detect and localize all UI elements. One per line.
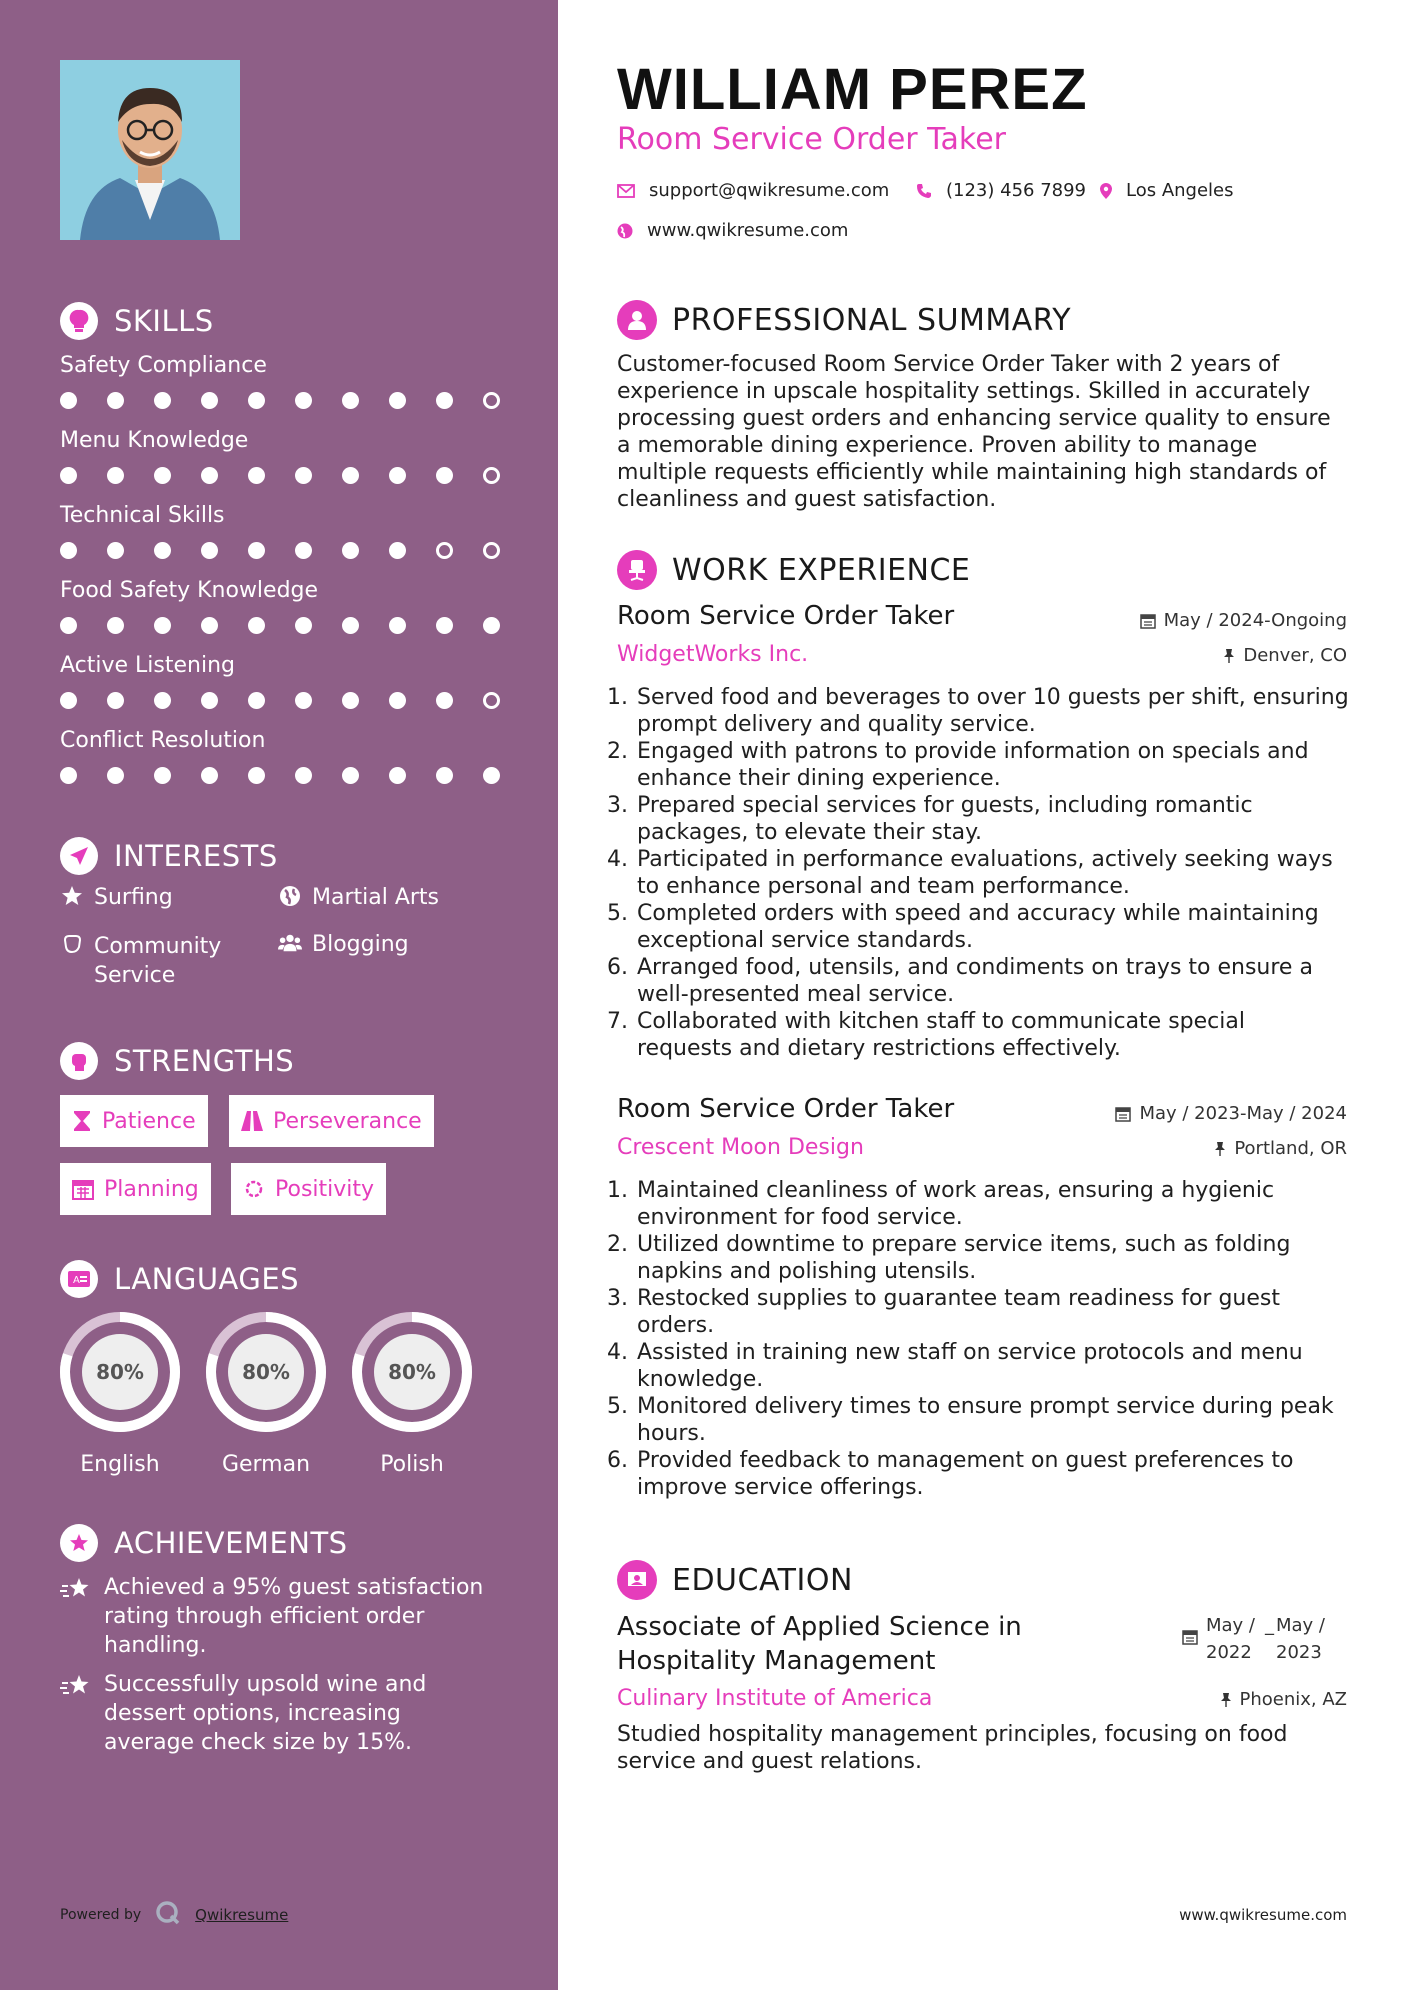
- interest-blogging: [278, 932, 409, 957]
- rating-dot-filled: [342, 542, 359, 559]
- job-bullet-line: 2. Engaged with patrons to provide information on specials and: [637, 739, 1309, 764]
- education-description: [617, 1721, 1357, 1775]
- rating-dot-filled: [342, 767, 359, 784]
- job-bullet-line: improve service offerings.: [637, 1475, 924, 1500]
- edu-start-line: 2022: [1206, 1642, 1252, 1663]
- sidebar: [0, 0, 558, 1990]
- rating-dot-empty: [483, 392, 500, 409]
- rating-dot-filled: [201, 392, 218, 409]
- award-star-icon: [60, 1670, 94, 1757]
- rating-dot-filled: [248, 542, 265, 559]
- rating-dot-filled: [248, 692, 265, 709]
- language-percent: 80%: [242, 1360, 290, 1384]
- achievement-item: [60, 1670, 500, 1757]
- language-item: [350, 1310, 474, 1477]
- job-bullet-line: well-presented meal service.: [637, 982, 955, 1007]
- award-star-icon: [60, 1573, 94, 1660]
- rating-dot-filled: [107, 767, 124, 784]
- road-icon: [241, 1111, 263, 1131]
- rating-dot-filled: [295, 692, 312, 709]
- rating-dot-filled: [154, 617, 171, 634]
- rating-dot-filled: [248, 467, 265, 484]
- job-bullet: [635, 900, 1357, 954]
- achievement-item: [60, 1573, 500, 1660]
- job-bullet: [635, 1393, 1357, 1447]
- edu-end-line: 2023: [1276, 1642, 1322, 1663]
- rating-dot-filled: [201, 617, 218, 634]
- rating-dot-filled: [60, 542, 77, 559]
- rating-dot-filled: [60, 692, 77, 709]
- job-bullet-line: 1. Maintained cleanliness of work areas, ensuring a hygienic: [637, 1178, 1275, 1203]
- sun-icon: [243, 1178, 265, 1200]
- summary-line: experience in upscale hospitality settings. Skilled in accurately: [617, 379, 1311, 404]
- location-text: Los Angeles: [1126, 180, 1234, 201]
- rating-dot-empty: [483, 692, 500, 709]
- rating-dot-filled: [389, 617, 406, 634]
- language-progress-ring: [350, 1310, 474, 1434]
- powered-by: [60, 1900, 288, 1930]
- candidate-name: WILLIAM PEREZ: [617, 57, 1088, 122]
- candidate-title: Room Service Order Taker: [617, 122, 1007, 157]
- interest-martial-arts: [278, 885, 439, 910]
- star-icon: [60, 885, 84, 907]
- languages-title: LANGUAGES: [114, 1262, 300, 1296]
- rating-dot-filled: [201, 767, 218, 784]
- job-bullet-line: 4. Assisted in training new staff on service protocols and menu: [637, 1340, 1303, 1365]
- language-item: [58, 1310, 182, 1477]
- skill-rating: [60, 767, 530, 784]
- paper-plane-icon: [60, 837, 98, 875]
- edu-start: [1206, 1612, 1255, 1666]
- rating-dot-filled: [107, 542, 124, 559]
- interest-label: Surfing: [94, 885, 173, 910]
- calendar-icon: [1182, 1612, 1198, 1666]
- education-dates: [1182, 1612, 1325, 1666]
- job-role: Room Service Order Taker: [617, 601, 955, 631]
- job-bullets: [612, 684, 1357, 1062]
- phone-text: (123) 456 7899: [946, 180, 1087, 201]
- summary-line: cleanliness and guest satisfaction.: [617, 487, 997, 512]
- language-progress-ring: [58, 1310, 182, 1434]
- office-chair-icon: [617, 550, 657, 590]
- rating-dot-filled: [483, 617, 500, 634]
- job-bullet-line: 5. Monitored delivery times to ensure prompt service during peak: [637, 1394, 1334, 1419]
- rating-dot-filled: [201, 467, 218, 484]
- rating-dot-filled: [248, 767, 265, 784]
- calendar-icon: [72, 1178, 94, 1200]
- languages-heading: [60, 1260, 299, 1298]
- hourglass-icon: [72, 1110, 92, 1132]
- rating-dot-filled: [60, 392, 77, 409]
- rating-dot-empty: [483, 467, 500, 484]
- hand-icon: [60, 932, 84, 954]
- rating-dot-filled: [389, 767, 406, 784]
- skill-name: Safety Compliance: [60, 353, 267, 378]
- rating-dot-empty: [436, 542, 453, 559]
- skill-rating: [60, 692, 530, 709]
- rating-dot-filled: [389, 467, 406, 484]
- rating-dot-filled: [295, 617, 312, 634]
- edu-desc-line: service and guest relations.: [617, 1749, 922, 1774]
- rating-dot-filled: [248, 617, 265, 634]
- skill-rating: [60, 617, 530, 634]
- rating-dot-filled: [389, 542, 406, 559]
- user-icon: [617, 300, 657, 340]
- edu-start-line: May /: [1206, 1615, 1255, 1636]
- edu-desc-line: Studied hospitality management principles, focusing on food: [617, 1722, 1288, 1747]
- rating-dot-filled: [295, 767, 312, 784]
- education-title: EDUCATION: [672, 1562, 853, 1598]
- rating-dot-filled: [483, 767, 500, 784]
- job-bullet-line: requests and dietary restrictions effectively.: [637, 1036, 1121, 1061]
- interests-title: INTERESTS: [114, 839, 278, 873]
- profile-photo: [60, 60, 240, 240]
- globe-icon: [278, 885, 302, 907]
- interest-community-service: [60, 932, 221, 990]
- strength-label: Planning: [104, 1176, 199, 1202]
- job-company: Crescent Moon Design: [617, 1135, 864, 1160]
- pushpin-icon: [1223, 648, 1235, 664]
- job-bullet-line: 6. Arranged food, utensils, and condiments on trays to ensure a: [637, 955, 1313, 980]
- summary-heading: [617, 300, 1071, 340]
- rating-dot-filled: [107, 392, 124, 409]
- rating-dot-filled: [107, 692, 124, 709]
- job-role: Room Service Order Taker: [617, 1094, 955, 1124]
- rating-dot-filled: [342, 692, 359, 709]
- rating-dot-filled: [201, 692, 218, 709]
- rating-dot-filled: [107, 617, 124, 634]
- education-heading: [617, 1560, 853, 1600]
- achievement-text: [104, 1573, 483, 1660]
- rating-dot-filled: [436, 767, 453, 784]
- job-bullet: [635, 1008, 1357, 1062]
- job-bullet-line: 4. Participated in performance evaluations, actively seeking ways: [637, 847, 1333, 872]
- rating-dot-filled: [342, 617, 359, 634]
- email-text: support@qwikresume.com: [649, 180, 890, 201]
- rating-dot-filled: [295, 392, 312, 409]
- achievement-line: rating through efficient order: [104, 1604, 425, 1629]
- footer-url[interactable]: www.qwikresume.com: [1179, 1906, 1347, 1924]
- work-heading: [617, 550, 970, 590]
- job-bullet-line: prompt delivery and quality service.: [637, 712, 1036, 737]
- achievement-line: average check size by 15%.: [104, 1730, 412, 1755]
- powered-by-label: Powered by: [60, 1907, 142, 1923]
- education-degree: [617, 1610, 1022, 1678]
- job-bullet-line: 3. Restocked supplies to guarantee team readiness for guest: [637, 1286, 1280, 1311]
- envelope-icon: [617, 184, 635, 198]
- rating-dot-filled: [154, 392, 171, 409]
- achievement-line: Successfully upsold wine and: [104, 1672, 427, 1697]
- rating-dot-filled: [60, 617, 77, 634]
- education-location: [1220, 1689, 1348, 1710]
- strength-chip-planning: [60, 1163, 211, 1215]
- achievements-heading: [60, 1524, 348, 1562]
- degree-line: Hospitality Management: [617, 1646, 936, 1676]
- degree-line: Associate of Applied Science in: [617, 1612, 1022, 1642]
- skill-rating: [60, 467, 530, 484]
- map-pin-icon: [1100, 183, 1112, 199]
- users-icon: [278, 932, 302, 954]
- summary-text: [617, 351, 1357, 513]
- job-location: [1214, 1138, 1347, 1159]
- graduation-icon: [617, 1560, 657, 1600]
- interest-label: Martial Arts: [312, 885, 440, 910]
- summary-line: multiple requests efficiently while maintaining high standards of: [617, 460, 1327, 485]
- rating-dot-filled: [295, 467, 312, 484]
- skills-heading: [60, 302, 214, 340]
- job-bullet-line: hours.: [637, 1421, 706, 1446]
- job-bullet: [635, 684, 1357, 738]
- calendar-icon: [1140, 613, 1156, 629]
- summary-title: PROFESSIONAL SUMMARY: [672, 302, 1072, 338]
- award-star-icon: [60, 1524, 98, 1562]
- job-location-text: Denver, CO: [1243, 645, 1347, 666]
- skill-rating: [60, 542, 530, 559]
- job-bullet: [635, 954, 1357, 1008]
- job-bullet-line: 6. Provided feedback to management on guest preferences to: [637, 1448, 1294, 1473]
- contact-email[interactable]: [617, 180, 889, 201]
- interests-heading: [60, 837, 278, 875]
- achievement-line: dessert options, increasing: [104, 1701, 401, 1726]
- job-bullet-line: 7. Collaborated with kitchen staff to communicate special: [637, 1009, 1245, 1034]
- job-bullet-line: environment for food service.: [637, 1205, 963, 1230]
- fist-icon: [60, 1042, 98, 1080]
- summary-line: Customer-focused Room Service Order Taker with 2 years of: [617, 352, 1280, 377]
- job-bullet-line: enhance their dining experience.: [637, 766, 1001, 791]
- job-bullet-line: 2. Utilized downtime to prepare service items, such as folding: [637, 1232, 1291, 1257]
- person-portrait-icon: [60, 60, 240, 240]
- job-bullet: [635, 1447, 1357, 1501]
- achievements-title: ACHIEVEMENTS: [114, 1526, 348, 1560]
- edu-end-line: May /: [1276, 1615, 1325, 1636]
- rating-dot-filled: [154, 542, 171, 559]
- skill-name: Food Safety Knowledge: [60, 578, 319, 603]
- website-text: www.qwikresume.com: [647, 220, 849, 241]
- language-name: Polish: [380, 1452, 444, 1477]
- rating-dot-empty: [483, 542, 500, 559]
- job-bullets: [612, 1177, 1357, 1501]
- work-title: WORK EXPERIENCE: [672, 552, 971, 588]
- rating-dot-filled: [60, 767, 77, 784]
- job-bullet: [635, 738, 1357, 792]
- summary-line: processing guest orders and enhancing service quality to ensure: [617, 406, 1331, 431]
- rating-dot-filled: [154, 692, 171, 709]
- strength-chip-positivity: [231, 1163, 386, 1215]
- education-school: Culinary Institute of America: [617, 1686, 933, 1711]
- rating-dot-filled: [201, 542, 218, 559]
- achievement-text: [104, 1670, 426, 1757]
- rating-dot-filled: [154, 767, 171, 784]
- skills-title: SKILLS: [114, 304, 214, 338]
- skill-name: Technical Skills: [60, 503, 225, 528]
- edu-date-separator: _: [1265, 1615, 1274, 1636]
- language-percent: 80%: [96, 1360, 144, 1384]
- skill-rating: [60, 392, 530, 409]
- job-bullet-line: 1. Served food and beverages to over 10 guests per shift, ensuring: [637, 685, 1349, 710]
- interest-label: Community: [94, 934, 222, 959]
- qwikresume-link[interactable]: Qwikresume: [195, 1906, 289, 1924]
- strength-label: Perseverance: [273, 1108, 422, 1134]
- job-bullet: [635, 1339, 1357, 1393]
- language-progress-ring: [204, 1310, 328, 1434]
- pushpin-icon: [1214, 1141, 1226, 1157]
- language-percent: 80%: [388, 1360, 436, 1384]
- job-bullet-line: orders.: [637, 1313, 715, 1338]
- rating-dot-filled: [436, 467, 453, 484]
- job-bullet: [635, 792, 1357, 846]
- rating-dot-filled: [154, 467, 171, 484]
- qwikresume-logo-icon: [155, 1900, 181, 1930]
- rating-dot-filled: [60, 467, 77, 484]
- summary-line: a memorable dining experience. Proven ability to manage: [617, 433, 1258, 458]
- contact-location: [1100, 180, 1234, 201]
- achievement-line: handling.: [104, 1633, 207, 1658]
- skill-name: Active Listening: [60, 653, 236, 678]
- education-location-text: Phoenix, AZ: [1239, 1689, 1347, 1710]
- job-bullet: [635, 1177, 1357, 1231]
- job-bullet-line: to enhance personal and team performance.: [637, 874, 1130, 899]
- strength-label: Positivity: [275, 1176, 375, 1202]
- language-name: German: [221, 1452, 311, 1477]
- rating-dot-filled: [436, 692, 453, 709]
- rating-dot-filled: [295, 542, 312, 559]
- svg-text:A: A: [73, 1275, 80, 1286]
- contact-phone[interactable]: [916, 180, 1086, 201]
- skill-name: Menu Knowledge: [60, 428, 249, 453]
- language-name: English: [80, 1452, 160, 1477]
- job-bullet: [635, 1231, 1357, 1285]
- rating-dot-filled: [107, 467, 124, 484]
- interest-label-line2: Service: [94, 963, 176, 988]
- job-bullet-line: packages, to elevate their stay.: [637, 820, 982, 845]
- lightbulb-icon: [60, 302, 98, 340]
- rating-dot-filled: [248, 392, 265, 409]
- job-bullet: [635, 1285, 1357, 1339]
- calendar-icon: [1115, 1106, 1131, 1122]
- phone-icon: [916, 183, 932, 199]
- achievement-line: Achieved a 95% guest satisfaction: [104, 1575, 484, 1600]
- job-dates-text: May / 2023-May / 2024: [1139, 1103, 1347, 1124]
- job-bullet-line: 3. Prepared special services for guests, including romantic: [637, 793, 1253, 818]
- interest-label-block: [94, 932, 221, 990]
- rating-dot-filled: [342, 392, 359, 409]
- rating-dot-filled: [389, 392, 406, 409]
- job-dates: [1140, 610, 1347, 631]
- job-location-text: Portland, OR: [1234, 1138, 1347, 1159]
- strengths-heading: [60, 1042, 294, 1080]
- job-bullet-line: napkins and polishing utensils.: [637, 1259, 977, 1284]
- strength-label: Patience: [102, 1108, 196, 1134]
- job-bullet-line: 5. Completed orders with speed and accuracy while maintaining: [637, 901, 1319, 926]
- rating-dot-filled: [436, 617, 453, 634]
- job-company: WidgetWorks Inc.: [617, 642, 809, 667]
- job-bullet-line: exceptional service standards.: [637, 928, 973, 953]
- interest-surfing: [60, 885, 173, 910]
- job-dates-text: May / 2024-Ongoing: [1163, 610, 1347, 631]
- interest-label: Blogging: [312, 932, 409, 957]
- job-bullet-line: knowledge.: [637, 1367, 764, 1392]
- contact-website[interactable]: [617, 220, 848, 241]
- globe-icon: [617, 223, 633, 239]
- strength-chip-perseverance: [229, 1095, 434, 1147]
- rating-dot-filled: [389, 692, 406, 709]
- language-card-icon: [60, 1260, 98, 1298]
- edu-end: [1276, 1612, 1325, 1666]
- job-bullet: [635, 846, 1357, 900]
- rating-dot-filled: [342, 467, 359, 484]
- strengths-title: STRENGTHS: [114, 1044, 295, 1078]
- skill-name: Conflict Resolution: [60, 728, 266, 753]
- strength-chip-patience: [60, 1095, 208, 1147]
- rating-dot-filled: [436, 392, 453, 409]
- job-location: [1223, 645, 1347, 666]
- job-dates: [1115, 1103, 1347, 1124]
- language-item: [204, 1310, 328, 1477]
- pushpin-icon: [1220, 1692, 1232, 1708]
